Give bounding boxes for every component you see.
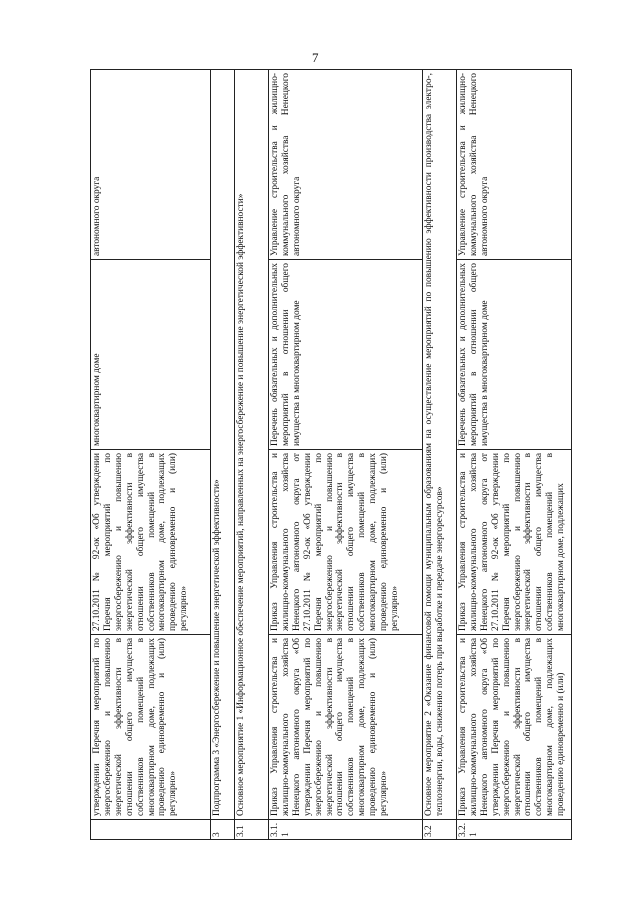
cell-measures-list: Перечень обязательных и дополнительных мероприятий в отношении общего имущества в многоквартирном доме (457, 260, 572, 450)
row-number: 3.2.1 (457, 820, 572, 840)
main-activity-heading: Основное мероприятие 2 «Оказание финансовой помощи муниципальным образованиям на осуществление мероприятий по повышению эффективности производства электро-, теплоэнергии, воды, снижению потерь при выработке и передаче энергоресурсов» (423, 70, 457, 820)
cell-document-name: утверждении Перечня мероприятий по энергосбережению и повышению энергетической эффективности в отношении общего имущества собственников помещений в многоквартирном доме, подлежащих проведению единовременно и (или) регулярно» (91, 635, 211, 820)
row-number: 3.1 (235, 820, 269, 840)
main-activity-heading: Основное мероприятие 1 «Информационное обеспечение мероприятий, направленных на энергосбережение и повышение энергетической эффективности» (235, 70, 269, 820)
cell-measures-list: многоквартирном доме (91, 260, 211, 450)
cell-document-name: Приказ Управления строительства и жилищно-коммунального хозяйства Ненецкого автономного округа «Об утверждении Перечня мероприятий по энергосбережению и повышению энергетической эффективности в отношении общего имущества собственников помещений в многоквартирном доме, подлежащих проведению единовременно и (или) (457, 635, 572, 820)
table-row (269, 70, 423, 840)
cell-document-details: 27.10.2011 № 92-ок «Об утверждении Перечня мероприятий по энергосбережению и повышению энергетической эффективности в отношении общего имущества собственников помещений в многоквартирном доме, подлежащих проведению единовременно и (или) регулярно» (91, 450, 211, 635)
table-row (91, 70, 211, 840)
rotated-table-container (90, 70, 567, 840)
cell-responsible: автономного округа (91, 70, 211, 260)
subprogram-heading: Подпрограмма 3 «Энергосбережение и повышение энергетической эффективности» (211, 70, 235, 820)
table-row (235, 70, 269, 840)
cell-document-name: Приказ Управления строительства и жилищно-коммунального хозяйства Ненецкого автономного округа «Об утверждении Перечня мероприятий по энергосбережению и повышению энергетической эффективности в отношении общего имущества собственников помещений в многоквартирном доме, подлежащих проведению единовременно и (или) регулярно» (269, 635, 423, 820)
cell-document-details: Приказ Управления строительства и жилищно-коммунального хозяйства Ненецкого автономного округа от 27.10.2011 № 92-ок «Об утверждении Перечня мероприятий по энергосбережению и повышению энергетической эффективности в отношении общего имущества собственников помещений в многоквартирном доме, подлежащих (457, 450, 572, 635)
row-number: 3 (211, 820, 235, 840)
table-row (423, 70, 457, 840)
cell-document-details: Приказ Управления строительства и жилищно-коммунального хозяйства Ненецкого автономного округа от 27.10.2011 № 92-ок «Об утверждении Перечня мероприятий по энергосбережению и повышению энергетической эффективности в отношении общего имущества собственников помещений в многоквартирном доме, подлежащих проведению единовременно и (или) регулярно» (269, 450, 423, 635)
cell-responsible: Управление строительства и жилищно-коммунального хозяйства Ненецкого автономного округа (269, 70, 423, 260)
table-row (211, 70, 235, 840)
cell-responsible: Управление строительства и жилищно-коммунального хозяйства Ненецкого автономного округа (457, 70, 572, 260)
row-number: 3.2 (423, 820, 457, 840)
measures-table (90, 69, 572, 840)
row-number: 3.1.1 (269, 820, 423, 840)
cell-measures-list: Перечень обязательных и дополнительных мероприятий в отношении общего имущества в многоквартирном доме (269, 260, 423, 450)
page-number: 7 (312, 50, 319, 65)
table-row (457, 70, 572, 840)
row-number (91, 820, 211, 840)
